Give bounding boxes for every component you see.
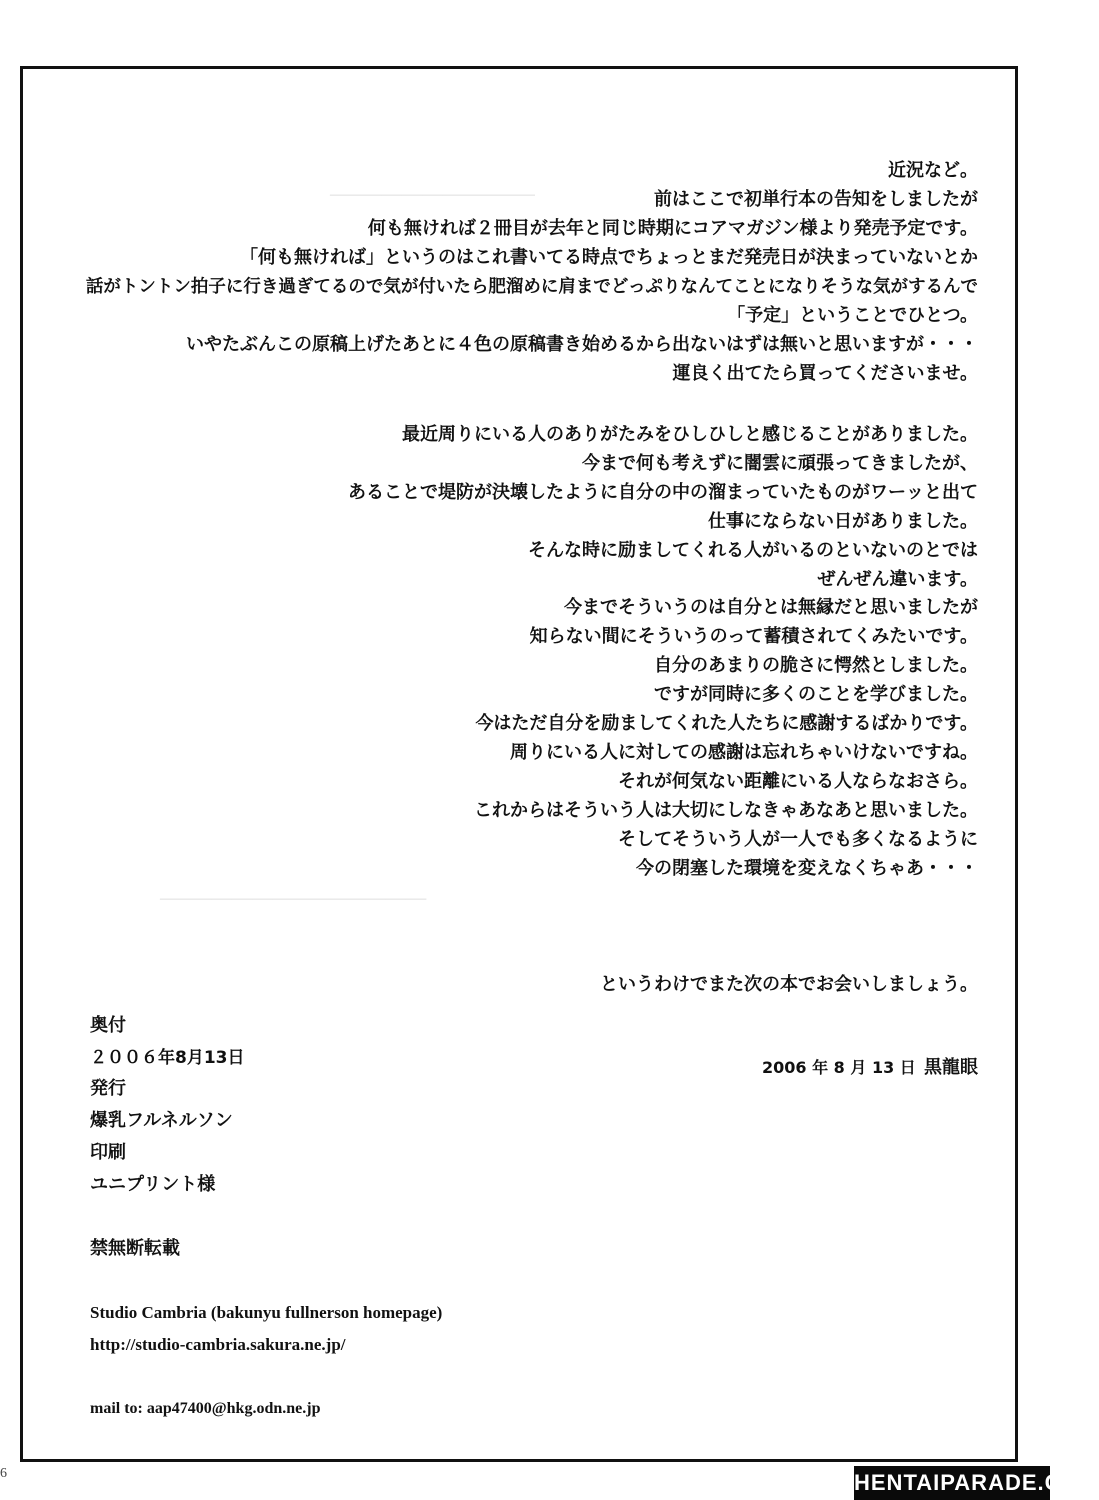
colophon-date: ２００６年8月13日 — [90, 1048, 245, 1068]
reflection-line: 知らない間にそういうのって蓄積されてくみたいです。 — [529, 626, 978, 647]
reflection-line: それが何気ない距離にいる人ならなおさら。 — [618, 771, 978, 792]
notes-line: 前はここで初単行本の告知をしましたが — [654, 189, 978, 210]
colophon-okuzuke-label: 奥付 — [90, 1015, 126, 1036]
colophon-publisher: 爆乳フルネルソン — [90, 1110, 233, 1131]
contact-site-name: Studio Cambria (bakunyu fullnerson homepage) — [90, 1303, 443, 1322]
reflection-line: ですが同時に多くのことを学びました。 — [654, 684, 978, 705]
contact-mail[interactable]: mail to: aap47400@hkg.odn.ne.jp — [90, 1400, 321, 1417]
reflection-line: 周りにいる人に対しての感謝は忘れちゃいけないですね。 — [510, 742, 978, 763]
colophon-printer-label: 印刷 — [90, 1142, 126, 1163]
reflection-line: 今の閉塞した環境を変えなくちゃあ・・・ — [636, 858, 978, 879]
notes-line: いやたぶんこの原稿上げたあとに４色の原稿書き始めるから出ないはずは無いと思いますが・・・ — [186, 334, 978, 355]
notes-line: 近況など。 — [888, 160, 978, 181]
signature-author: 黒龍眼 — [924, 1057, 978, 1078]
reflection-line: そしてそういう人が一人でも多くなるように — [618, 829, 978, 850]
reflection-line: そんな時に励ましてくれる人がいるのといないのとでは — [528, 540, 978, 561]
notes-line: 何も無ければ２冊目が去年と同じ時期にコアマガジン様より発売予定です。 — [367, 218, 978, 239]
reflection-line: 今まで何も考えずに闇雲に頑張ってきましたが、 — [582, 453, 978, 474]
colophon-publisher-label: 発行 — [90, 1078, 126, 1099]
closing-line: というわけでまた次の本でお会いしましょう。 — [600, 974, 978, 995]
reflection-line: 今までそういうのは自分とは無縁だと思いましたが — [564, 597, 978, 618]
reflection-line: あることで堤防が決壊したように自分の中の溜まっていたものがワーッと出て — [348, 482, 978, 503]
reflection-line: ぜんぜん違います。 — [817, 569, 978, 590]
show-through-text: ────────────────────────── — [160, 890, 427, 910]
reflection-line: 仕事にならない日がありました。 — [708, 511, 978, 532]
reflection-line: 自分のあまりの脆さに愕然としました。 — [654, 655, 978, 676]
contact-url[interactable]: http://studio-cambria.sakura.ne.jp/ — [90, 1335, 346, 1354]
signature-date: 2006 年 8 月 13 日 — [762, 1058, 916, 1077]
notes-line: 「予定」ということでひとつ。 — [727, 305, 978, 326]
notes-line: 運良く出てたら買ってくださいませ。 — [672, 363, 978, 384]
notes-line: 「何も無ければ」というのはこれ書いてる時点でちょっとまだ発売日が決まっていないとか — [240, 247, 978, 268]
reflection-line: 最近周りにいる人のありがたみをひしひしと感じることがありました。 — [402, 424, 978, 445]
reflection-line: 今はただ自分を励ましてくれた人たちに感謝するばかりです。 — [475, 713, 978, 734]
watermark-logo: HENTAIPARADE.COM — [854, 1466, 1050, 1500]
colophon-notice: 禁無断転載 — [90, 1238, 180, 1259]
notes-line: 話がトントン拍子に行き過ぎてるので気が付いたら肥溜めに肩までどっぷりなんてことになりそうな気がするんで — [85, 277, 978, 297]
colophon-printer: ユニプリント様 — [90, 1174, 216, 1195]
show-through-text: ──────────────────── — [330, 186, 535, 206]
reflection-line: これからはそういう人は大切にしなきゃあなあと思いました。 — [474, 800, 978, 821]
page-number: 6 — [0, 1466, 7, 1481]
